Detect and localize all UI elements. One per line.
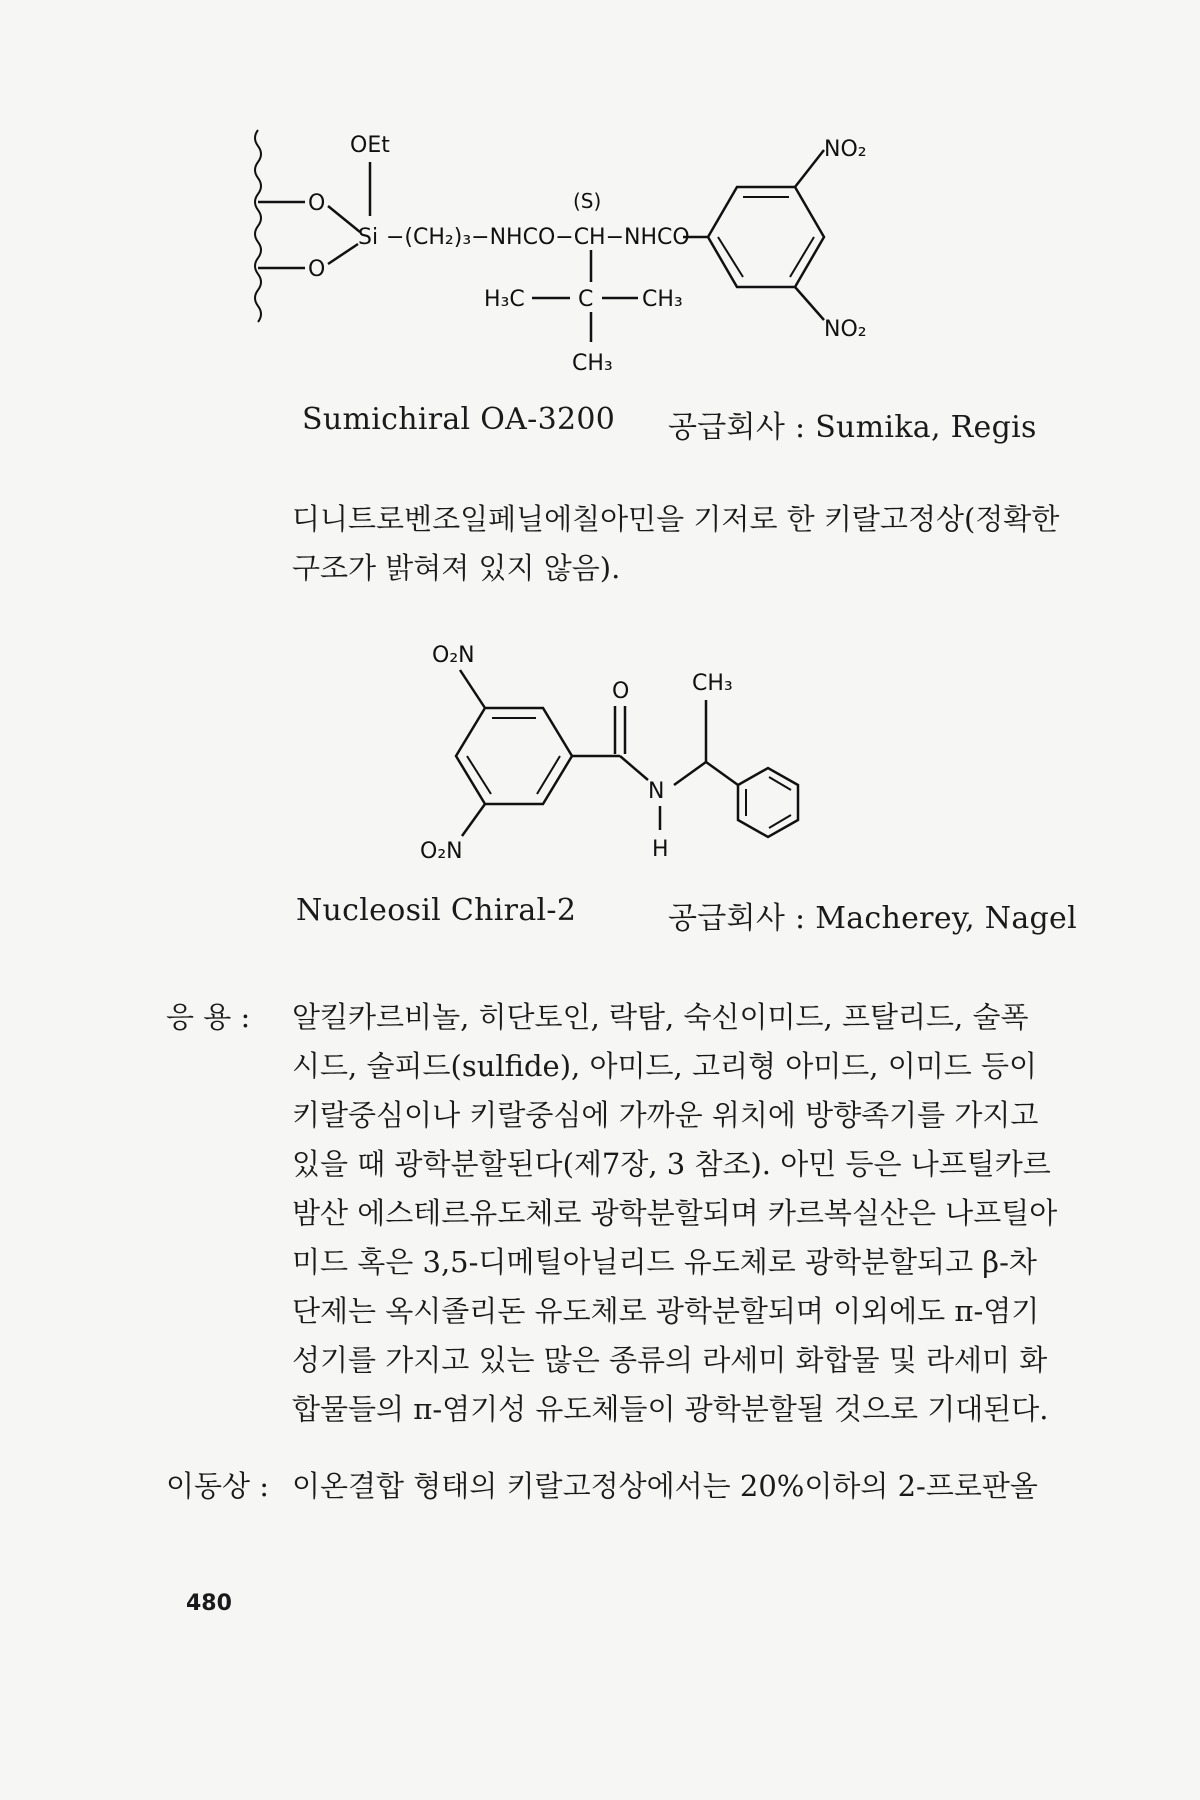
page-number: 480	[186, 1591, 232, 1616]
description-line: 구조가 밝혀져 있지 않음).	[292, 551, 621, 585]
dinitrobenzoyl-ring	[456, 708, 572, 804]
amide-nitrogen-label: N	[648, 779, 665, 804]
application-line: 합물들의 π-염기성 유도체들이 광학분할될 것으로 기대된다.	[292, 1392, 1049, 1426]
nitro-bottom-label: NO₂	[824, 317, 867, 342]
nitro-bottom-label: O₂N	[420, 839, 463, 864]
application-line: 성기를 가지고 있는 많은 종류의 라세미 화합물 및 라세미 화	[292, 1343, 1048, 1377]
h3c-label: H₃C	[484, 287, 525, 312]
oxygen-upper: O	[308, 191, 326, 216]
ethoxy-label: OEt	[350, 133, 390, 158]
application-line: 시드, 술피드(sulfide), 아미드, 고리형 아미드, 이미드 등이	[292, 1049, 1037, 1083]
amide-hydrogen-label: H	[652, 837, 669, 862]
linker-chain-label: −(CH₂)₃−NHCO−CH−NHCO	[386, 225, 690, 250]
nucleosil-name-caption: Nucleosil Chiral-2	[296, 893, 577, 928]
application-label: 응 용 :	[166, 1000, 251, 1034]
silicon-label: Si	[358, 225, 379, 250]
nucleosil-supplier-caption: 공급회사 : Macherey, Nagel	[668, 901, 1077, 936]
ch3-right-label: CH₃	[642, 287, 683, 312]
application-line: 미드 혹은 3,5-디메틸아닐리드 유도체로 광학분할되고 β-차	[292, 1245, 1037, 1279]
application-line: 키랄중심이나 키랄중심에 가까운 위치에 방향족기를 가지고	[292, 1098, 1039, 1132]
sumichiral-structure	[240, 120, 1000, 380]
application-line: 알킬카르비놀, 히단토인, 락탐, 숙신이미드, 프탈리드, 술폭	[292, 1000, 1029, 1034]
sumichiral-name-caption: Sumichiral OA-3200	[302, 402, 616, 437]
ch3-bottom-label: CH₃	[572, 351, 613, 376]
mobile-phase-text: 이온결합 형태의 키랄고정상에서는 20%이하의 2-프로판올	[292, 1469, 1038, 1503]
description-line: 디니트로벤조일페닐에칠아민을 기저로 한 키랄고정상(정확한	[292, 502, 1060, 536]
nitro-top-label: NO₂	[824, 137, 867, 162]
application-body	[292, 993, 1092, 1438]
methyl-label: CH₃	[692, 671, 733, 696]
application-line: 단제는 옥시졸리돈 유도체로 광학분할되며 이외에도 π-염기	[292, 1294, 1040, 1328]
nitro-top-label: O₂N	[432, 643, 475, 668]
dinitrophenyl-ring	[708, 187, 824, 287]
mobile-phase-label: 이동상 :	[166, 1469, 270, 1503]
stereo-descriptor: (S)	[573, 189, 602, 213]
nucleosil-chiral-2-structure	[420, 640, 860, 870]
quaternary-carbon-label: C	[578, 287, 594, 312]
sumichiral-supplier-caption: 공급회사 : Sumika, Regis	[668, 410, 1037, 445]
application-line: 밤산 에스테르유도체로 광학분할되며 카르복실산은 나프틸아	[292, 1196, 1058, 1230]
oxygen-lower: O	[308, 257, 326, 282]
application-line: 있을 때 광학분할된다(제7장, 3 참조). 아민 등은 나프틸카르	[292, 1147, 1051, 1181]
support-surface-wavy-line	[255, 130, 261, 322]
stationary-phase-description	[292, 495, 1092, 595]
carbonyl-oxygen-label: O	[612, 679, 630, 704]
